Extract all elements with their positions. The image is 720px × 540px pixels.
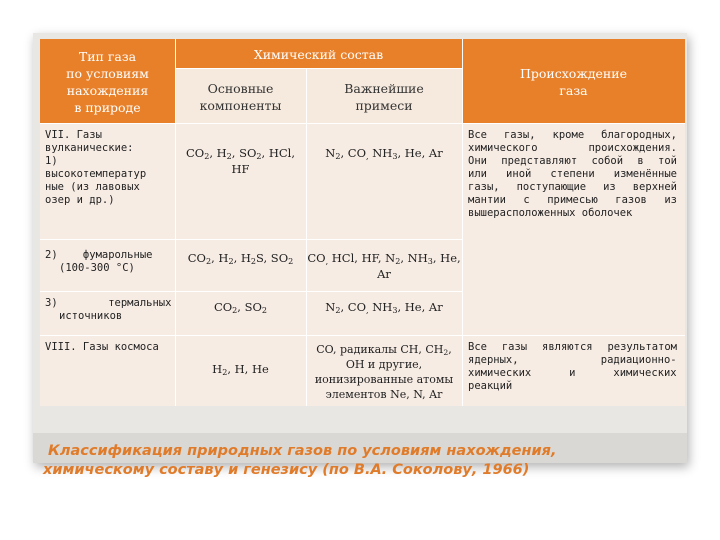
header-gas-type-line: по условиям	[66, 65, 149, 81]
type-volcanic-line: вулканические:	[45, 142, 134, 154]
cell-main-fumarole	[175, 240, 306, 292]
caption-line2: химическому составу и генезису (по В.А. Соколову, 1966)	[43, 462, 530, 478]
main-space-line: $H_2$, H, He	[212, 362, 269, 377]
type-volcanic-line: 1)	[45, 155, 58, 167]
cell-type-thermal	[40, 292, 175, 336]
origin-earth-line: Все газы, кроме благородных,	[468, 129, 677, 141]
cell-type-space	[40, 336, 175, 406]
grid-line	[462, 39, 463, 406]
type-space-label: VIII. Газы космоса	[45, 341, 159, 353]
type-thermal-line2: источников	[59, 310, 123, 322]
header-chem-composition	[175, 39, 462, 69]
cell-main-space	[175, 336, 306, 406]
impurities-space-line2: OH и другие,	[345, 358, 423, 371]
origin-space-line: химических и химических	[468, 367, 677, 379]
type-fumarole-line1: 2) фумарольные	[45, 249, 153, 261]
cell-impurities-fumarole	[306, 240, 462, 292]
type-volcanic-line: высокотемператур	[45, 168, 147, 180]
grid-line	[175, 39, 176, 406]
impurities-space-line1: CO, радикалы CH, $CH_2$,	[316, 343, 452, 357]
origin-earth-last: вышерасположенных оболочек	[468, 207, 633, 219]
cell-type-fumarole	[40, 240, 175, 292]
cell-impurities-thermal	[306, 292, 462, 336]
origin-space-line: Все газы являются результатом	[468, 341, 677, 353]
header-impurities-line: примеси	[355, 97, 413, 113]
main-volcanic-line2: HF	[231, 162, 250, 176]
header-main-components-line: компоненты	[199, 97, 282, 113]
header-impurities-line: Важнейшие	[344, 80, 424, 96]
header-gas-type-line: Тип газа	[78, 48, 137, 64]
header-origin	[462, 39, 685, 124]
type-fumarole-line2: (100-300 °C)	[59, 262, 135, 274]
cell-origin-space	[462, 336, 685, 406]
cell-impurities-volcanic	[306, 124, 462, 240]
origin-earth-line: химического происхождения.	[468, 142, 677, 154]
main-fumarole-line: $CO_2$, $H_2$, $H_2S$, $SO_2$	[187, 251, 294, 266]
cell-impurities-space	[306, 336, 462, 406]
type-volcanic-line: озер и др.)	[45, 194, 115, 206]
main-volcanic-line1: $CO_2$, $H_2$, $SO_2$, HCl,	[185, 146, 296, 161]
impurities-space-line4: элементов Ne, N, Ar	[325, 388, 443, 401]
cell-type-volcanic	[40, 124, 175, 240]
grid-line	[40, 239, 462, 240]
origin-earth-line: или иной степени изменённые	[468, 168, 677, 180]
cell-main-volcanic	[175, 124, 306, 240]
type-volcanic-line: VII. Газы	[45, 129, 102, 141]
grid-line	[306, 68, 307, 406]
origin-space-last: реакций	[468, 380, 513, 392]
type-thermal-line1: 3) термальных	[45, 297, 172, 309]
origin-earth-line: мантии с примесью газов из	[468, 194, 677, 206]
type-volcanic-line: ные (из лавовых	[45, 181, 140, 193]
cell-main-thermal	[175, 292, 306, 336]
grid-line	[175, 68, 462, 69]
header-impurities	[306, 69, 462, 124]
grid-line	[40, 123, 685, 124]
origin-earth-line: газы, поступающие из верхней	[468, 181, 677, 193]
slide	[33, 33, 687, 478]
header-main-components	[175, 69, 306, 124]
impurities-space-line3: ионизированные атомы	[314, 373, 454, 386]
header-main-components-line: Основные	[207, 80, 274, 96]
header-origin-line: газа	[559, 82, 588, 98]
header-origin-line: Происхождение	[520, 65, 627, 81]
grid-line	[40, 335, 685, 336]
caption-line1: Классификация природных газов по условиям нахождения,	[43, 443, 557, 459]
header-gas-type-line: нахождения	[66, 82, 149, 98]
impurities-thermal-line: $N_2$, $CO_,$ $NH_3$, He, Ar	[325, 300, 443, 315]
header-gas-type	[40, 39, 175, 124]
impurities-volcanic-line: $N_2$, $CO_,$ $NH_3$, He, Ar	[325, 146, 443, 161]
caption	[43, 442, 683, 480]
header-gas-type-line: в природе	[74, 99, 141, 115]
main-thermal-line: $CO_2$, $SO_2$	[213, 300, 268, 315]
impurities-fumarole-line2: Ar	[377, 267, 391, 281]
grid-line	[40, 291, 462, 292]
cell-origin-earth	[462, 124, 685, 336]
origin-earth-line: Они представляют собой в той	[468, 155, 677, 167]
origin-space-line: ядерных, радиационно-	[468, 354, 677, 366]
impurities-fumarole-line1: $CO_,$ HCl, HF, $N_2$, $NH_3$, He,	[307, 251, 461, 266]
header-chem-composition-label: Химический состав	[253, 46, 384, 62]
